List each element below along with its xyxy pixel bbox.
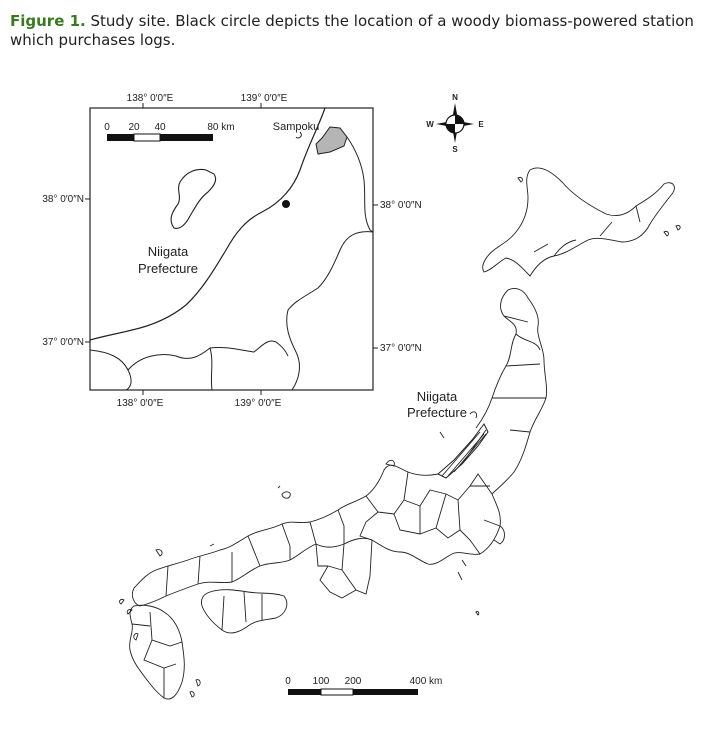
- inset-left-lat-2: 37° 0′0″N: [42, 337, 84, 348]
- inset-top-lon-1: 138° 0′0″E: [126, 93, 174, 104]
- inset-bottom-lon-2: 139° 0′0″E: [234, 398, 282, 409]
- compass-w: W: [426, 120, 434, 129]
- hokkaido: [483, 168, 675, 276]
- sampoku-label: Sampoku: [272, 121, 320, 133]
- main-scale-0: 0: [285, 676, 291, 687]
- main-scale-bar: [285, 676, 442, 695]
- main-region-label-1: Niigata: [416, 389, 458, 404]
- biomass-station-marker: [282, 200, 290, 208]
- main-scale-400: 400 km: [409, 676, 443, 687]
- honshu-west: [166, 544, 316, 596]
- kyushu: [130, 605, 185, 699]
- inset-left-lat-1: 38° 0′0″N: [42, 194, 84, 205]
- inset-bottom-lon-1: 138° 0′0″E: [116, 398, 164, 409]
- inset-scale-0: 0: [104, 122, 110, 133]
- caption-text: Study site. Black circle depicts the location of a woody biomass-powered station which purchases logs.: [10, 12, 694, 49]
- compass-rose: [426, 93, 484, 154]
- main-scale-100: 100: [312, 676, 330, 687]
- main-scale-200: 200: [344, 676, 362, 687]
- niigata-hatch: [438, 424, 488, 478]
- main-region-label-2: Prefecture: [407, 405, 467, 420]
- inset-top-lon-2: 139° 0′0″E: [240, 93, 288, 104]
- figure-label: Figure 1.: [10, 12, 86, 30]
- inset-right-lat-2: 37° 0′0″N: [380, 343, 422, 354]
- inset-scale-40: 40: [154, 122, 166, 133]
- compass-n: N: [452, 93, 458, 102]
- inset-region-label-1: Niigata: [147, 244, 189, 259]
- compass-e: E: [478, 120, 484, 129]
- inset-scale-20: 20: [128, 122, 140, 133]
- honshu-tohoku: [492, 288, 547, 494]
- inset-scale-80: 80 km: [207, 122, 235, 133]
- inset-map: [42, 93, 421, 409]
- compass-s: S: [452, 145, 458, 154]
- inset-region-label-2: Prefecture: [138, 261, 198, 276]
- inset-right-lat-1: 38° 0′0″N: [380, 200, 422, 211]
